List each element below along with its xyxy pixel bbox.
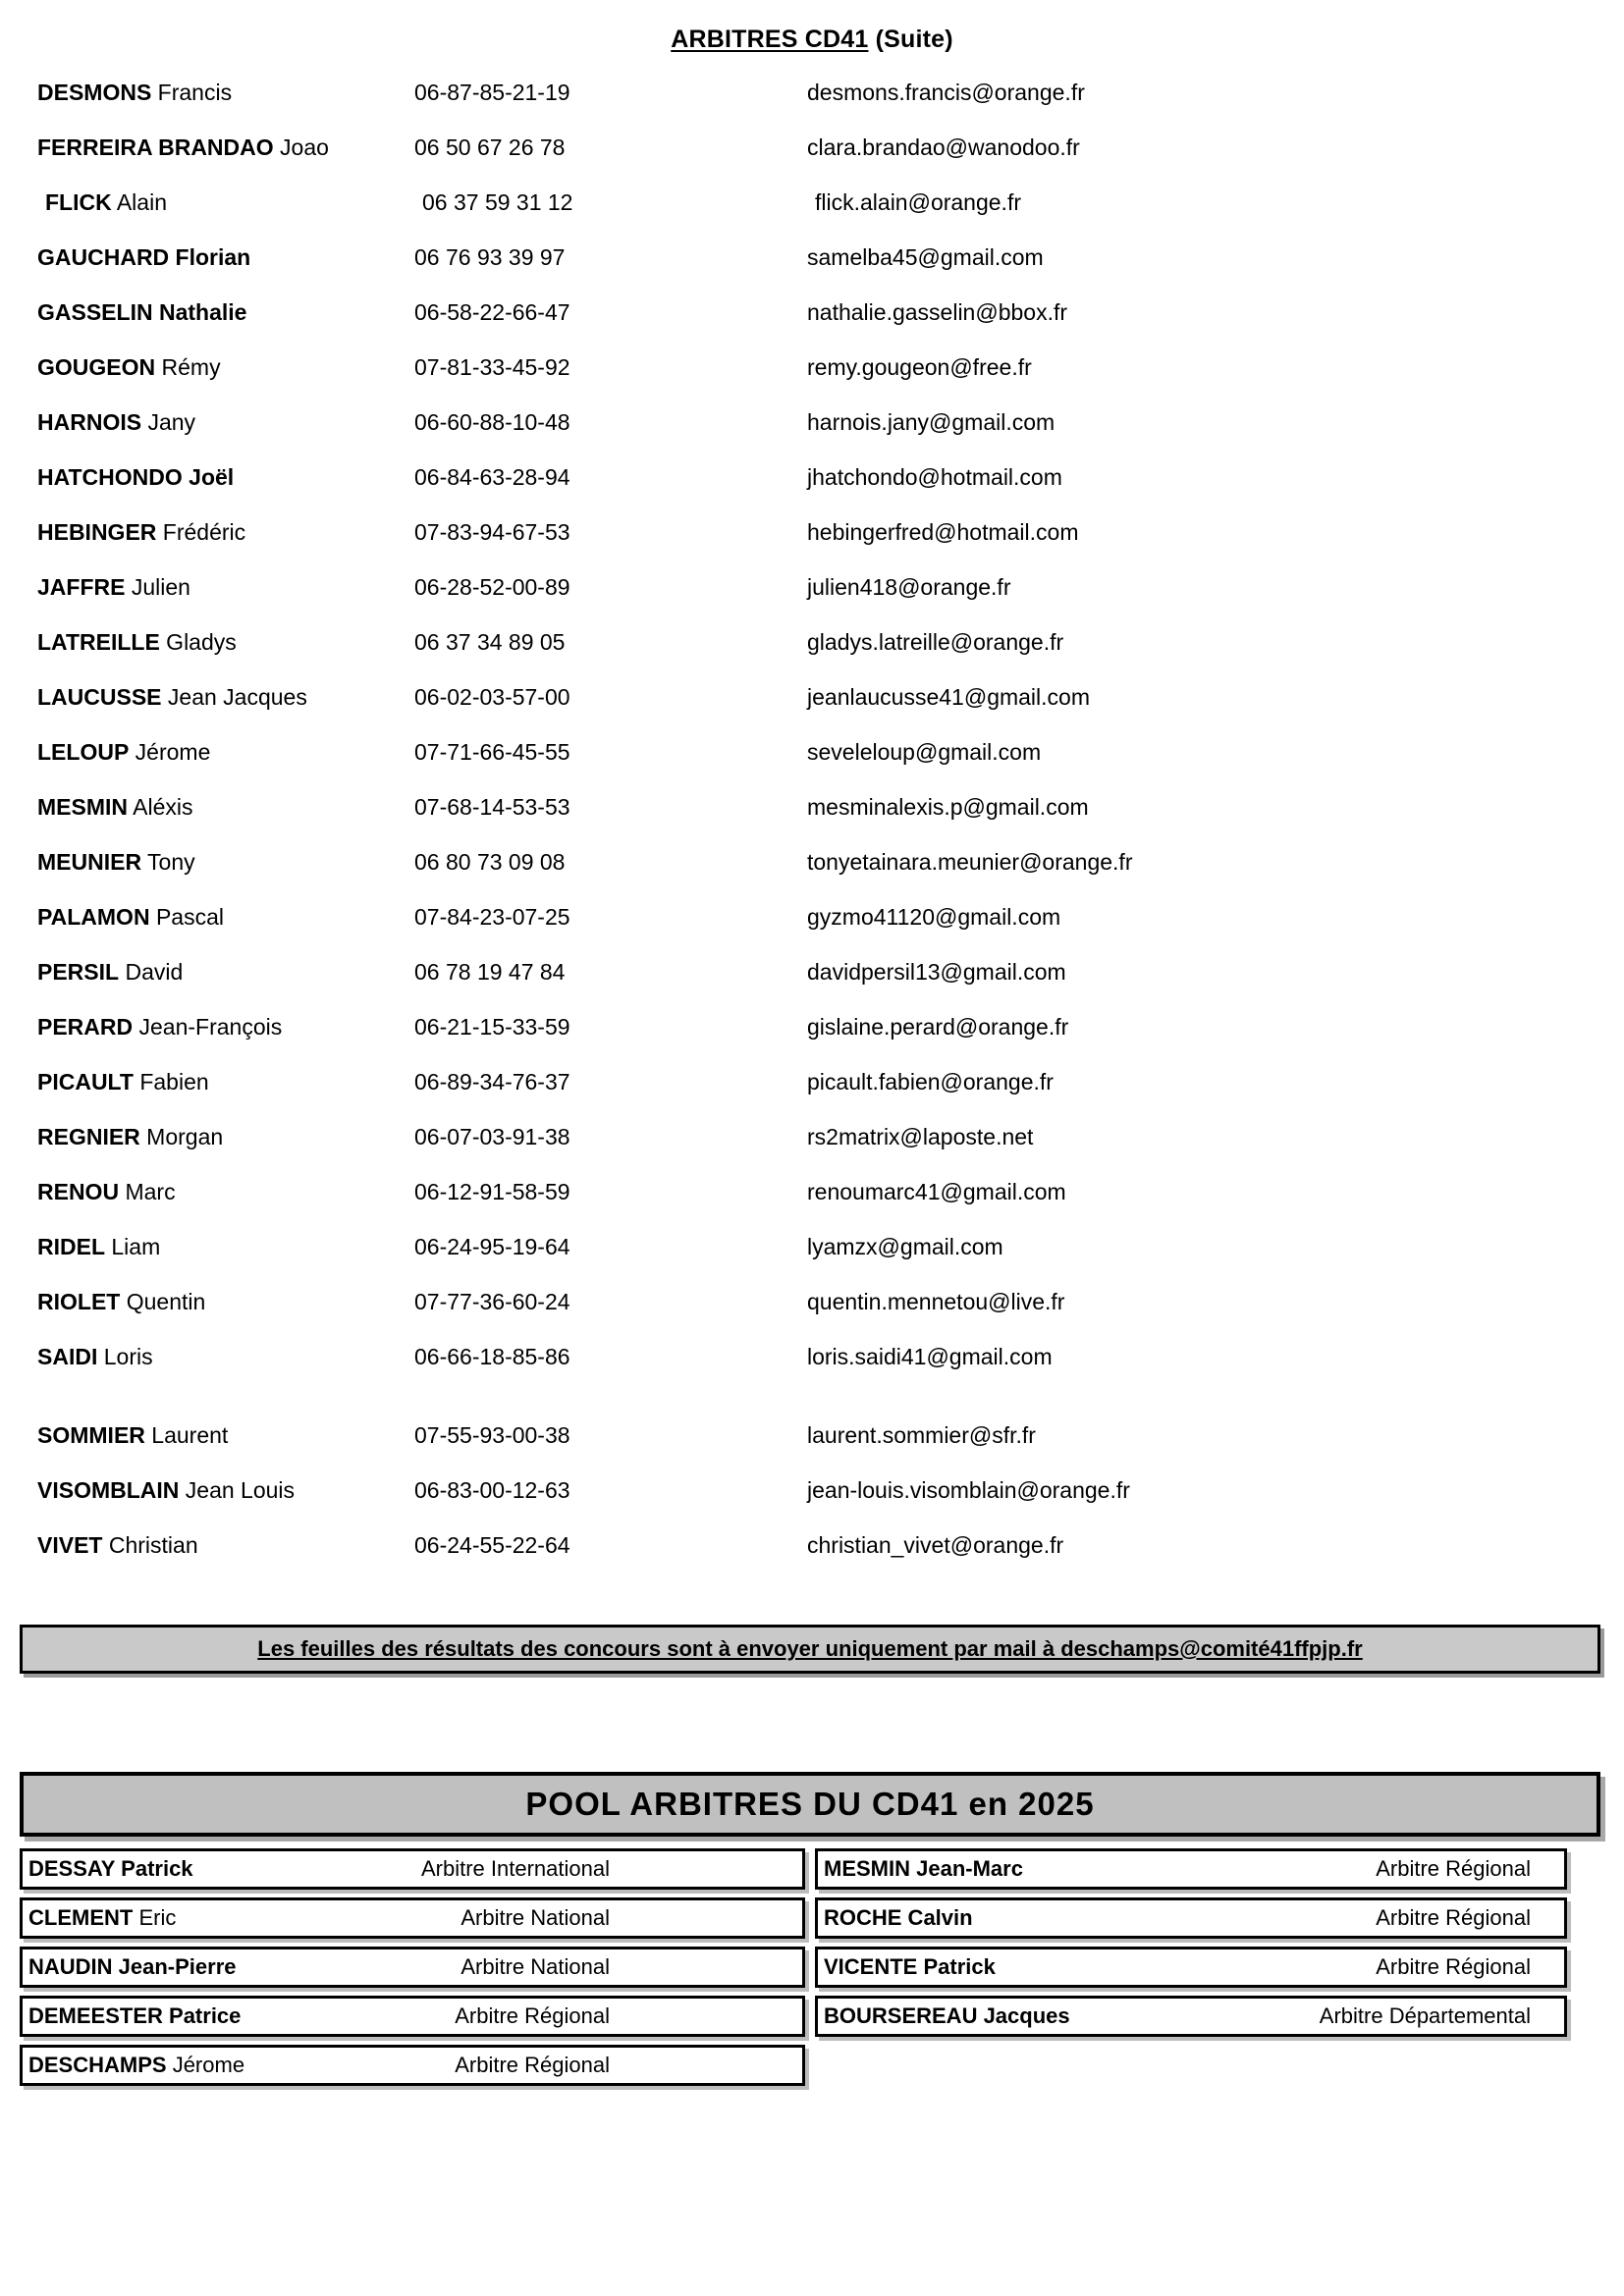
referee-last-name: GASSELIN Nathalie <box>37 299 247 325</box>
page-title <box>0 0 1624 54</box>
referee-last-name: RENOU <box>37 1179 120 1204</box>
referee-name <box>37 959 414 986</box>
pool-referee-last-name: MESMIN Jean-Marc <box>824 1856 1023 1881</box>
pool-referee-level: Arbitre Régional <box>455 2003 610 2028</box>
referee-first-name: Joao <box>273 134 329 160</box>
referee-row <box>37 849 1551 904</box>
pool-referee-first-name: Jérome <box>166 2053 245 2077</box>
pool-table-row <box>20 1996 1600 2037</box>
pool-section-header <box>20 1772 1600 1837</box>
pool-table-row <box>20 1897 1600 1939</box>
referee-email: gislaine.perard@orange.fr <box>807 1014 1069 1040</box>
referee-last-name: PICAULT <box>37 1069 134 1095</box>
referee-row <box>37 464 1551 519</box>
referee-email: lyamzx@gmail.com <box>807 1234 1003 1259</box>
pool-left-cell <box>20 1996 805 2037</box>
referee-last-name: REGNIER <box>37 1124 140 1149</box>
referee-phone: 06 76 93 39 97 <box>414 244 566 270</box>
pool-table-row <box>20 1848 1600 1890</box>
referee-first-name: Liam <box>105 1234 161 1259</box>
referee-first-name: Loris <box>97 1344 153 1369</box>
referee-last-name: DESMONS <box>37 80 152 105</box>
referee-first-name: Alain <box>111 189 167 215</box>
referee-first-name: Laurent <box>144 1422 229 1448</box>
referee-email: jhatchondo@hotmail.com <box>807 464 1062 490</box>
referee-row <box>37 574 1551 629</box>
referee-email: jeanlaucusse41@gmail.com <box>807 684 1090 710</box>
pool-left-cell <box>20 2045 805 2086</box>
referee-phone: 06-21-15-33-59 <box>414 1014 570 1040</box>
referee-last-name: MEUNIER <box>37 849 142 875</box>
referee-phone: 06-58-22-66-47 <box>414 299 570 325</box>
pool-referee-level: Arbitre National <box>460 1905 610 1930</box>
pool-referee-last-name: NAUDIN Jean-Pierre <box>28 1954 237 1979</box>
pool-referee-name <box>23 2003 241 2029</box>
referee-name <box>37 354 414 381</box>
referee-first-name: Julien <box>125 574 190 600</box>
referee-name <box>37 1124 414 1150</box>
referee-name <box>37 409 414 436</box>
referee-email: gladys.latreille@orange.fr <box>807 629 1064 655</box>
referee-name <box>37 1344 414 1370</box>
referee-phone: 06-66-18-85-86 <box>414 1344 570 1369</box>
results-notice-text: Les feuilles des résultats des concours sont à envoyer uniquement par mail à deschamps@comité41ffpjp.fr <box>257 1636 1363 1661</box>
referee-first-name: Jérome <box>129 739 211 765</box>
referee-last-name: MESMIN <box>37 794 128 820</box>
pool-referee-level: Arbitre Régional <box>1376 1954 1531 1979</box>
referee-row <box>37 794 1551 849</box>
pool-right-cell <box>815 1996 1567 2037</box>
referee-email: hebingerfred@hotmail.com <box>807 519 1079 545</box>
referee-row <box>37 739 1551 794</box>
referee-row <box>37 134 1551 189</box>
referee-name <box>37 189 422 216</box>
referee-row <box>37 959 1551 1014</box>
pool-left-cell <box>20 1897 805 1939</box>
pool-left-cell <box>20 1947 805 1988</box>
referee-last-name: LAUCUSSE <box>37 684 162 710</box>
pool-referee-name <box>818 2003 1070 2029</box>
referee-name <box>37 629 414 656</box>
referee-row <box>37 519 1551 574</box>
referee-first-name: Jean Louis <box>179 1477 296 1503</box>
referee-name <box>37 904 414 931</box>
referee-name <box>37 244 414 271</box>
referee-name <box>37 464 414 491</box>
referee-row <box>37 1124 1551 1179</box>
referee-email: remy.gougeon@free.fr <box>807 354 1032 380</box>
referee-first-name: Quentin <box>120 1289 206 1314</box>
referee-row <box>37 1532 1551 1587</box>
referee-phone: 06 37 34 89 05 <box>414 629 566 655</box>
referee-phone: 06 37 59 31 12 <box>422 189 573 215</box>
referee-email: christian_vivet@orange.fr <box>807 1532 1064 1558</box>
referee-name <box>37 1179 414 1205</box>
referee-phone: 06-83-00-12-63 <box>414 1477 570 1503</box>
referee-first-name: Marc <box>119 1179 176 1204</box>
pool-referee-last-name: DEMEESTER Patrice <box>28 2003 242 2028</box>
referee-phone: 06-12-91-58-59 <box>414 1179 570 1204</box>
referee-first-name: Pascal <box>149 904 224 930</box>
pool-section <box>0 1772 1624 2086</box>
pool-referee-name <box>23 1954 237 1980</box>
referee-name <box>37 849 414 876</box>
pool-table-row <box>20 1947 1600 1988</box>
referee-phone: 06-89-34-76-37 <box>414 1069 570 1095</box>
referee-email: loris.saidi41@gmail.com <box>807 1344 1053 1369</box>
referee-email: mesminalexis.p@gmail.com <box>807 794 1089 820</box>
referee-row <box>37 189 1551 244</box>
pool-right-cell <box>815 1848 1567 1890</box>
referee-last-name: SOMMIER <box>37 1422 145 1448</box>
referee-phone: 07-77-36-60-24 <box>414 1289 570 1314</box>
referee-last-name: HARNOIS <box>37 409 142 435</box>
page-title-main: ARBITRES CD41 <box>671 26 869 53</box>
referee-phone: 06 50 67 26 78 <box>414 134 566 160</box>
referee-last-name: JAFFRE <box>37 574 126 600</box>
referee-row <box>37 904 1551 959</box>
referee-phone: 07-68-14-53-53 <box>414 794 570 820</box>
referee-name <box>37 739 414 766</box>
referee-phone: 06-60-88-10-48 <box>414 409 570 435</box>
referee-last-name: RIDEL <box>37 1234 105 1259</box>
referee-name <box>37 1069 414 1095</box>
referee-last-name: PERSIL <box>37 959 120 985</box>
referee-email: picault.fabien@orange.fr <box>807 1069 1054 1095</box>
referee-first-name: Gladys <box>159 629 237 655</box>
referee-first-name: Jean Jacques <box>161 684 307 710</box>
referee-last-name: FLICK <box>45 189 112 215</box>
referee-last-name: PALAMON <box>37 904 150 930</box>
referee-first-name: Frédéric <box>156 519 246 545</box>
referee-first-name: Jany <box>141 409 196 435</box>
referee-name <box>37 794 414 821</box>
referee-email: jean-louis.visomblain@orange.fr <box>807 1477 1130 1503</box>
referee-email: nathalie.gasselin@bbox.fr <box>807 299 1068 325</box>
referee-row <box>37 299 1551 354</box>
referee-row <box>37 1234 1551 1289</box>
referee-email: samelba45@gmail.com <box>807 244 1044 270</box>
pool-referee-last-name: DESSAY Patrick <box>28 1856 193 1881</box>
referee-first-name: Rémy <box>155 354 221 380</box>
referee-name <box>37 1289 414 1315</box>
referee-row <box>37 409 1551 464</box>
referee-last-name: GOUGEON <box>37 354 156 380</box>
referee-name <box>37 1532 414 1559</box>
referee-first-name: Fabien <box>133 1069 209 1095</box>
referee-row <box>37 1422 1551 1477</box>
referee-last-name: VISOMBLAIN <box>37 1477 180 1503</box>
referee-last-name: SAIDI <box>37 1344 98 1369</box>
pool-right-cell <box>815 1947 1567 1988</box>
referee-email: seveleloup@gmail.com <box>807 739 1042 765</box>
pool-referee-name <box>23 1856 193 1882</box>
referee-name <box>37 684 414 711</box>
pool-table-row <box>20 2045 1600 2086</box>
referee-row <box>37 1069 1551 1124</box>
referee-row <box>37 244 1551 299</box>
referee-row <box>37 1014 1551 1069</box>
referee-row <box>37 1179 1551 1234</box>
referee-row <box>37 684 1551 739</box>
pool-referee-first-name: Eric <box>133 1905 177 1930</box>
referee-first-name: Francis <box>151 80 233 105</box>
referee-name <box>37 299 414 326</box>
referee-phone: 06-07-03-91-38 <box>414 1124 570 1149</box>
referee-name <box>37 1014 414 1041</box>
pool-referee-name <box>23 1905 176 1931</box>
referee-email: julien418@orange.fr <box>807 574 1011 600</box>
pool-referee-level: Arbitre Régional <box>1376 1856 1531 1881</box>
referee-phone: 06-87-85-21-19 <box>414 80 570 105</box>
referee-email: tonyetainara.meunier@orange.fr <box>807 849 1133 875</box>
referee-name <box>37 1477 414 1504</box>
referee-phone: 07-55-93-00-38 <box>414 1422 570 1448</box>
results-notice-banner <box>20 1625 1600 1674</box>
pool-section-title: POOL ARBITRES DU CD41 en 2025 <box>525 1786 1095 1822</box>
pool-referee-last-name: CLEMENT <box>28 1905 134 1930</box>
referee-name <box>37 80 414 106</box>
referee-row <box>37 1477 1551 1532</box>
referee-phone: 07-81-33-45-92 <box>414 354 570 380</box>
referee-last-name: HEBINGER <box>37 519 157 545</box>
page-title-suffix: (Suite) <box>868 26 953 53</box>
referee-email: rs2matrix@laposte.net <box>807 1124 1034 1149</box>
pool-referee-level: Arbitre International <box>421 1856 610 1881</box>
referee-last-name: LATREILLE <box>37 629 160 655</box>
referee-contact-list <box>0 80 1551 1587</box>
referee-last-name: RIOLET <box>37 1289 121 1314</box>
pool-referee-level: Arbitre National <box>460 1954 610 1979</box>
referee-phone: 06-02-03-57-00 <box>414 684 570 710</box>
pool-referee-name <box>818 1954 996 1980</box>
referee-email: harnois.jany@gmail.com <box>807 409 1056 435</box>
pool-right-cell <box>815 1897 1567 1939</box>
referee-first-name: David <box>119 959 184 985</box>
referee-email: flick.alain@orange.fr <box>815 189 1021 215</box>
referee-phone: 06-28-52-00-89 <box>414 574 570 600</box>
referee-last-name: HATCHONDO Joël <box>37 464 235 490</box>
referee-phone: 06 80 73 09 08 <box>414 849 566 875</box>
referee-email: quentin.mennetou@live.fr <box>807 1289 1065 1314</box>
referee-phone: 06-24-55-22-64 <box>414 1532 570 1558</box>
referee-last-name: PERARD <box>37 1014 134 1040</box>
pool-referee-name <box>23 2053 244 2078</box>
referee-row <box>37 1344 1551 1399</box>
referee-first-name: Tony <box>141 849 195 875</box>
referee-last-name: VIVET <box>37 1532 103 1558</box>
referee-email: laurent.sommier@sfr.fr <box>807 1422 1036 1448</box>
referee-phone: 06-24-95-19-64 <box>414 1234 570 1259</box>
referee-first-name: Aléxis <box>128 794 193 820</box>
referee-name <box>37 1422 414 1449</box>
referee-row <box>37 354 1551 409</box>
referee-first-name: Jean-François <box>133 1014 283 1040</box>
referee-last-name: FERREIRA BRANDAO <box>37 134 274 160</box>
referee-email: renoumarc41@gmail.com <box>807 1179 1066 1204</box>
referee-email: gyzmo41120@gmail.com <box>807 904 1061 930</box>
referee-phone: 06 78 19 47 84 <box>414 959 566 985</box>
referee-first-name: Christian <box>102 1532 198 1558</box>
pool-referee-last-name: VICENTE Patrick <box>824 1954 996 1979</box>
pool-table <box>20 1848 1600 2086</box>
referee-row <box>37 1289 1551 1344</box>
pool-referee-last-name: BOURSEREAU Jacques <box>824 2003 1070 2028</box>
referee-first-name: Morgan <box>139 1124 224 1149</box>
pool-left-cell <box>20 1848 805 1890</box>
referee-phone: 07-83-94-67-53 <box>414 519 570 545</box>
pool-referee-last-name: ROCHE Calvin <box>824 1905 973 1930</box>
referee-name <box>37 134 414 161</box>
notice-banner-wrap <box>0 1625 1624 1674</box>
referee-phone: 07-84-23-07-25 <box>414 904 570 930</box>
referee-phone: 06-84-63-28-94 <box>414 464 570 490</box>
referee-last-name: GAUCHARD Florian <box>37 244 251 270</box>
pool-referee-name <box>818 1856 1023 1882</box>
pool-referee-last-name: DESCHAMPS <box>28 2053 167 2077</box>
referee-email: desmons.francis@orange.fr <box>807 80 1085 105</box>
pool-referee-level: Arbitre Départemental <box>1319 2003 1531 2028</box>
referee-email: clara.brandao@wanodoo.fr <box>807 134 1080 160</box>
pool-referee-level: Arbitre Régional <box>1376 1905 1531 1930</box>
pool-referee-level: Arbitre Régional <box>455 2053 610 2077</box>
referee-name <box>37 1234 414 1260</box>
referee-row <box>37 629 1551 684</box>
referee-email: davidpersil13@gmail.com <box>807 959 1066 985</box>
referee-name <box>37 519 414 546</box>
referee-phone: 07-71-66-45-55 <box>414 739 570 765</box>
referee-name <box>37 574 414 601</box>
referee-last-name: LELOUP <box>37 739 130 765</box>
pool-referee-name <box>818 1905 973 1931</box>
referee-row <box>37 80 1551 134</box>
